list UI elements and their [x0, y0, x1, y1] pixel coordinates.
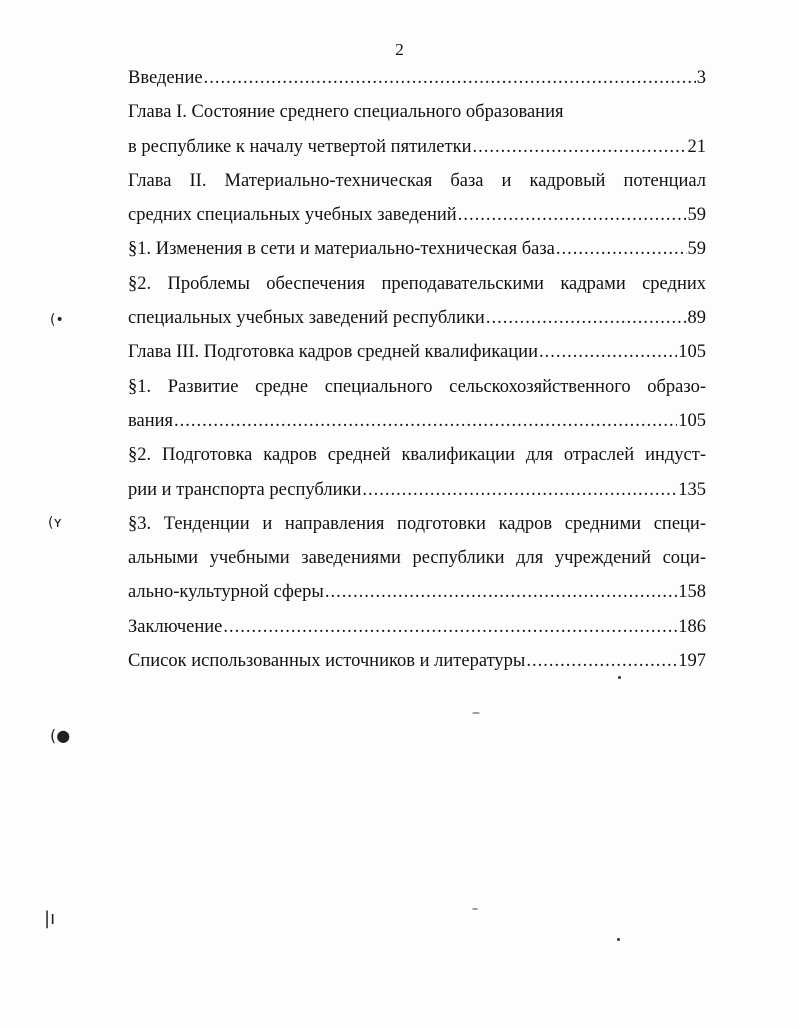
scan-speck — [617, 938, 620, 941]
scan-speck — [618, 676, 621, 679]
toc-entry-line — [128, 610, 706, 644]
toc-entry-line: §1. Развитие средне специального сельскохозяйственного образо- — [128, 376, 706, 397]
toc-entry-line: §2. Подготовка кадров средней квалификации для отраслей индуст- — [128, 445, 706, 466]
toc-entry-line: §3. Тенденции и направления подготовки кадров средними специ- — [128, 513, 706, 534]
toc-entry-page: 105 — [678, 410, 706, 431]
binder-hole-mark: (ʏ — [48, 515, 63, 531]
leader-dots — [204, 61, 696, 95]
toc-entry-chapter-3-section-1 — [128, 370, 706, 439]
leader-dots — [458, 198, 687, 232]
toc-entry-line: Глава II. Материально-техническая база и кадровый потенциал — [128, 170, 706, 191]
toc-entry-line: §2. Проблемы обеспечения преподавательскими кадрами средних — [128, 273, 706, 294]
toc-entry-page: 135 — [678, 479, 706, 500]
toc-entry-line — [128, 130, 706, 164]
toc-entry-title: в республике к началу четвертой пятилетки — [128, 136, 472, 157]
toc-entry-line — [128, 61, 706, 95]
toc-entry-page: 197 — [678, 651, 706, 672]
toc-entry-page: 59 — [687, 239, 706, 260]
toc-entry-page: 3 — [696, 68, 706, 88]
toc-entry-page: 186 — [678, 616, 706, 637]
toc-entry-line — [128, 404, 706, 438]
toc-entry-title: Список использованных источников и литературы — [128, 651, 526, 672]
toc-entry-title: ально-культурной сферы — [128, 582, 324, 603]
toc-entry-chapter-3-section-2 — [128, 438, 706, 507]
toc-entry-title: вания — [128, 410, 174, 431]
toc-entry-introduction — [128, 61, 706, 95]
toc-entry-title: Заключение — [128, 616, 223, 637]
toc-entry-bibliography — [128, 644, 706, 678]
toc-entry-chapter-1 — [128, 95, 706, 164]
toc-entry-page: 105 — [678, 342, 706, 363]
toc-entry-title: Глава III. Подготовка кадров средней квалификации — [128, 342, 538, 363]
toc-entry-title: средних специальных учебных заведений — [128, 205, 457, 226]
toc-entry-line — [128, 644, 706, 678]
toc-entry-chapter-3-section-3 — [128, 507, 706, 610]
leader-dots — [539, 335, 677, 369]
toc-entry-line — [128, 335, 706, 369]
binder-hole-mark: (• — [50, 312, 64, 328]
leader-dots — [174, 404, 677, 438]
toc-entry-line: альными учебными заведениями республики для учреждений соци- — [128, 548, 706, 569]
toc-entry-title: §1. Изменения в сети и материально-техническая база — [128, 239, 555, 260]
leader-dots — [473, 130, 687, 164]
toc-entry-title: специальных учебных заведений республики — [128, 308, 485, 329]
leader-dots — [486, 301, 687, 335]
toc-entry-title: рии и транспорта республики — [128, 479, 362, 500]
leader-dots — [556, 232, 687, 266]
binder-hole-mark: |ı — [44, 908, 56, 929]
toc-entry-page: 89 — [687, 308, 706, 329]
binder-hole-mark: (● — [50, 726, 71, 745]
toc-entry-conclusion — [128, 610, 706, 644]
toc-entry-line — [128, 301, 706, 335]
leader-dots — [325, 575, 677, 609]
toc-entry-page: 21 — [687, 136, 706, 157]
toc-entry-line — [128, 473, 706, 507]
toc-entry-chapter-2-section-1 — [128, 232, 706, 266]
toc-entry-line — [128, 232, 706, 266]
toc-entry-line: Глава I. Состояние среднего специального образования — [128, 102, 564, 123]
scan-speck — [472, 712, 480, 714]
table-of-contents — [128, 61, 706, 678]
toc-entry-chapter-3 — [128, 335, 706, 369]
toc-entry-chapter-2-section-2 — [128, 267, 706, 336]
toc-entry-chapter-2 — [128, 164, 706, 233]
scan-speck — [472, 908, 478, 910]
page-number: 2 — [395, 40, 404, 59]
toc-entry-page: 158 — [678, 582, 706, 603]
toc-entry-title: Введение — [128, 68, 203, 88]
toc-entry-line — [128, 198, 706, 232]
toc-entry-page: 59 — [687, 205, 706, 226]
leader-dots — [526, 644, 677, 678]
toc-entry-line — [128, 575, 706, 609]
leader-dots — [362, 473, 677, 507]
leader-dots — [223, 610, 677, 644]
